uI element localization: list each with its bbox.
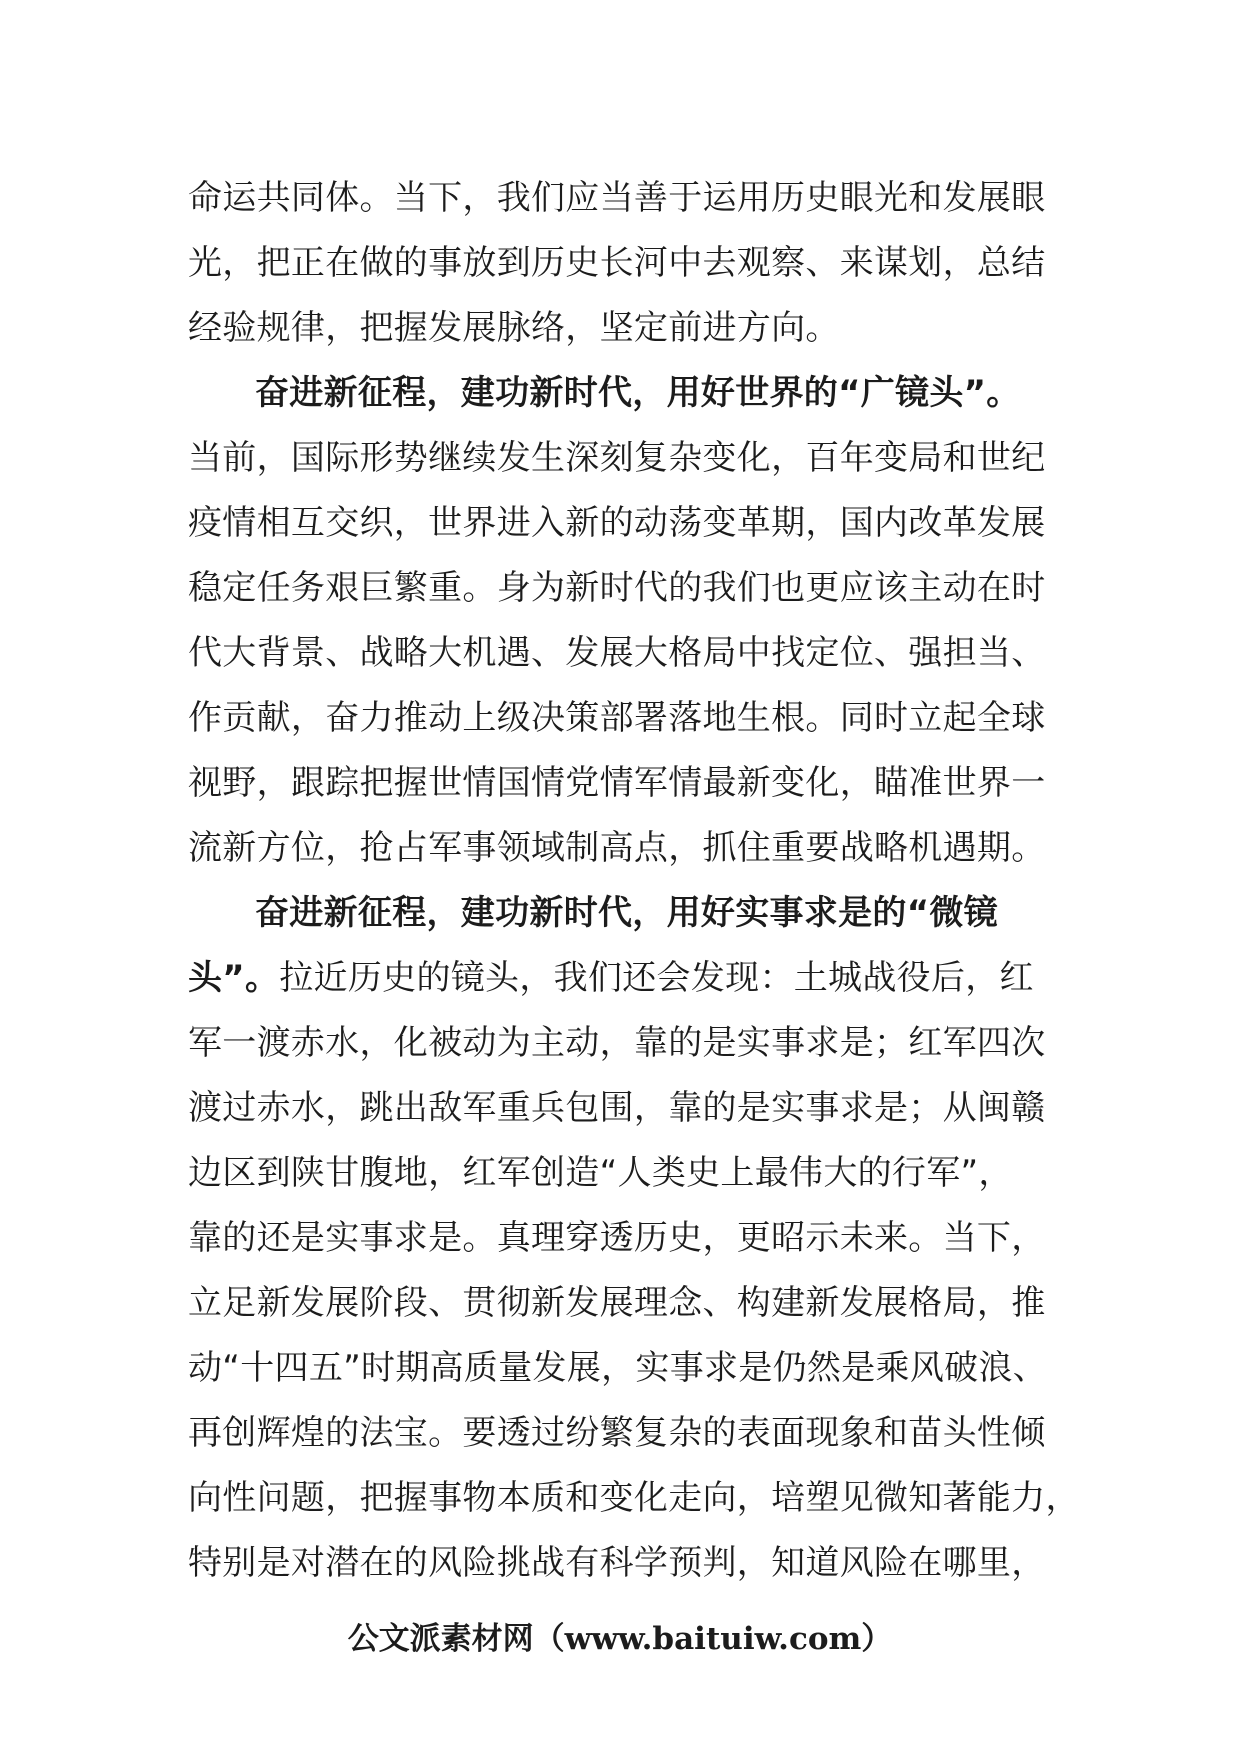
line-text: 靠的还是实事求是。真理穿透历史，更昭示未来。当下，	[188, 1218, 1046, 1258]
page-footer-source: 公文派素材网（www.baituiw.com）	[347, 1621, 893, 1657]
section-heading	[188, 881, 1068, 946]
section-heading	[188, 361, 1068, 426]
text-line	[188, 621, 1068, 686]
line-text: 渡过赤水，跳出敌军重兵包围，靠的是实事求是；从闽赣	[188, 1088, 1046, 1128]
line-text: 立足新发展阶段、贯彻新发展理念、构建新发展格局，推	[188, 1283, 1046, 1323]
text-line	[188, 556, 1068, 621]
text-line	[188, 686, 1068, 751]
line-text: 再创辉煌的法宝。要透过纷繁复杂的表面现象和苗头性倾	[188, 1413, 1046, 1453]
text-line	[188, 166, 1068, 231]
line-text: 稳定任务艰巨繁重。身为新时代的我们也更应该主动在时	[188, 568, 1046, 608]
line-bold-prefix: 奋进新征程，建功新时代，用好实事求是的“微镜	[255, 893, 998, 933]
line-text: 流新方位，抢占军事领域制高点，抓住重要战略机遇期。	[188, 828, 1046, 868]
line-bold-prefix: 奋进新征程，建功新时代，用好世界的“广镜头”。	[255, 373, 1021, 413]
text-line	[188, 946, 1068, 1011]
line-bold-prefix: 头”。	[188, 958, 280, 998]
document-body	[188, 166, 1080, 1596]
line-text: 光，把正在做的事放到历史长河中去观察、来谋划，总结	[188, 243, 1046, 283]
text-line	[188, 1271, 1068, 1336]
text-line	[188, 1531, 1068, 1596]
text-line	[188, 1336, 1068, 1401]
text-line	[188, 751, 1068, 816]
line-text: 命运共同体。当下，我们应当善于运用历史眼光和发展眼	[188, 178, 1046, 218]
text-line	[188, 1141, 1068, 1206]
text-line	[188, 426, 1068, 491]
line-text: 作贡献，奋力推动上级决策部署落地生根。同时立起全球	[188, 698, 1046, 738]
text-line	[188, 1206, 1068, 1271]
text-line	[188, 816, 1068, 881]
line-text: 边区到陕甘腹地，红军创造“人类史上最伟大的行军”，	[188, 1153, 1013, 1193]
text-line	[188, 1076, 1068, 1141]
text-line	[188, 1011, 1068, 1076]
text-line	[188, 231, 1068, 296]
line-text: 经验规律，把握发展脉络，坚定前进方向。	[188, 308, 840, 348]
line-text: 视野，跟踪把握世情国情党情军情最新变化，瞄准世界一	[188, 763, 1046, 803]
text-line	[188, 296, 1068, 361]
line-text: 当前，国际形势继续发生深刻复杂变化，百年变局和世纪	[188, 438, 1046, 478]
text-line	[188, 1466, 1080, 1531]
text-line	[188, 491, 1068, 556]
line-text: 代大背景、战略大机遇、发展大格局中找定位、强担当、	[188, 633, 1046, 673]
line-text: 动“十四五”时期高质量发展，实事求是仍然是乘风破浪、	[188, 1348, 1048, 1388]
line-text: 向性问题，把握事物本质和变化走向，培塑见微知著能力，	[188, 1478, 1080, 1518]
text-line	[188, 1401, 1068, 1466]
line-text: 特别是对潜在的风险挑战有科学预判，知道风险在哪里，	[188, 1543, 1046, 1583]
line-text: 拉近历史的镜头，我们还会发现：土城战役后，红	[279, 958, 1034, 998]
line-text: 疫情相互交织，世界进入新的动荡变革期，国内改革发展	[188, 503, 1046, 543]
line-text: 军一渡赤水，化被动为主动，靠的是实事求是；红军四次	[188, 1023, 1046, 1063]
